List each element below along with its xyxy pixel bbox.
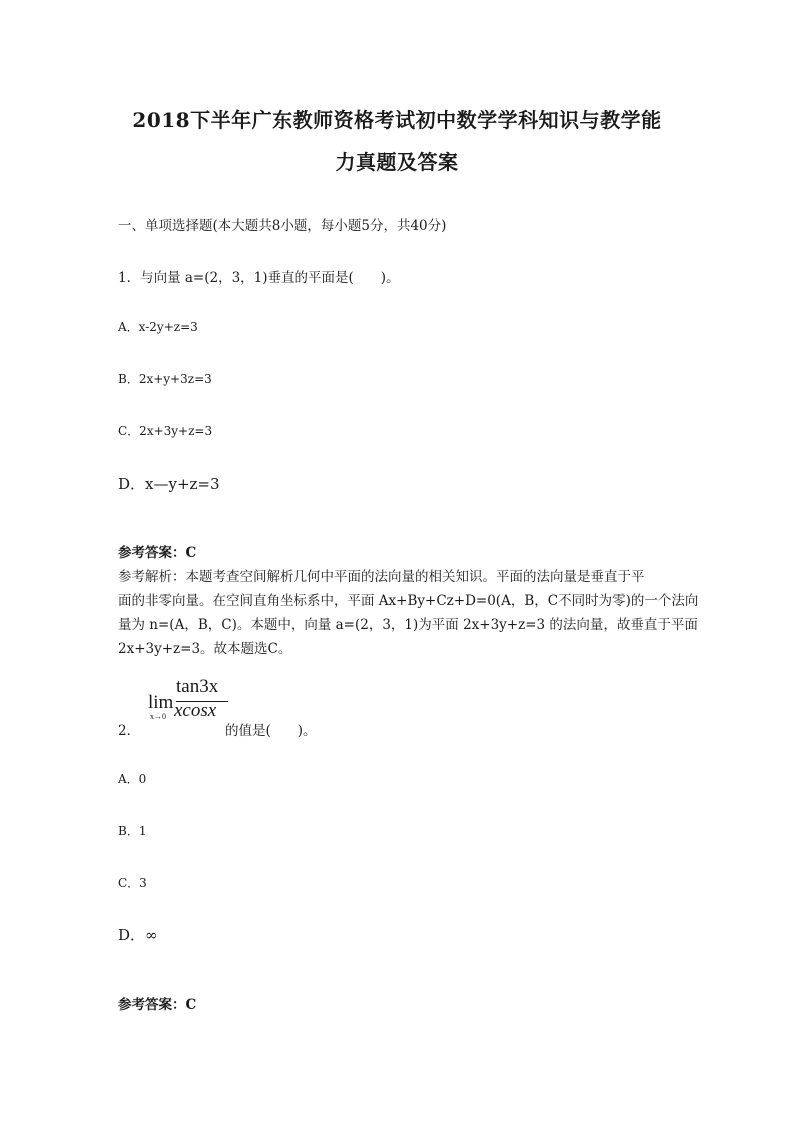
question-1-option-d: D．x—y+z=3 xyxy=(118,475,220,493)
question-2-option-b: B．1 xyxy=(118,824,147,838)
question-1-option-b: B．2x+y+3z=3 xyxy=(118,372,212,386)
question-2-stem: 的值是( )。 xyxy=(225,723,317,739)
question-2-option-d: D．∞ xyxy=(118,926,158,944)
fraction-numerator: tan3x xyxy=(176,676,219,697)
question-2-answer: 参考答案：C xyxy=(118,997,197,1013)
question-1-stem: 1．与向量 a=(2，3，1)垂直的平面是( )。 xyxy=(118,270,400,286)
section-heading: 一、单项选择题(本大题共8小题，每小题5分，共40分) xyxy=(118,218,447,234)
question-1-option-c: C．2x+3y+z=3 xyxy=(118,424,213,438)
question-1-answer: 参考答案：C xyxy=(118,545,197,561)
explanation-line: 参考解析：本题考查空间解析几何中平面的法向量的相关知识。平面的法向量是垂直于平 xyxy=(118,569,645,585)
question-2-option-a: A．0 xyxy=(118,772,147,786)
question-2-number: 2． xyxy=(118,723,141,739)
explanation-line: 2x+3y+z=3。故本题选C。 xyxy=(118,641,292,657)
explanation-line: 量为 n=(A，B，C)。本题中，向量 a=(2，3，1)为平面 2x+3y+z=3 的法向量，故垂直于平面 xyxy=(118,617,698,633)
limit-subscript: x→0 xyxy=(150,712,166,721)
question-1-option-a: A．x-2y+z=3 xyxy=(118,320,198,334)
limit-formula xyxy=(148,676,228,724)
document-title-line-1: 2018下半年广东教师资格考试初中数学学科知识与教学能 xyxy=(132,108,662,132)
question-2-option-c: C．3 xyxy=(118,876,147,890)
limit-operator: lim xyxy=(148,692,174,713)
fraction-denominator: xcosx xyxy=(174,700,217,721)
explanation-line: 面的非零向量。在空间直角坐标系中，平面 Ax+By+Cz+D=0(A，B，C不同时为零)的一个法向 xyxy=(118,593,699,609)
question-1-explanation xyxy=(118,565,699,661)
document-title-line-2: 力真题及答案 xyxy=(335,150,459,174)
